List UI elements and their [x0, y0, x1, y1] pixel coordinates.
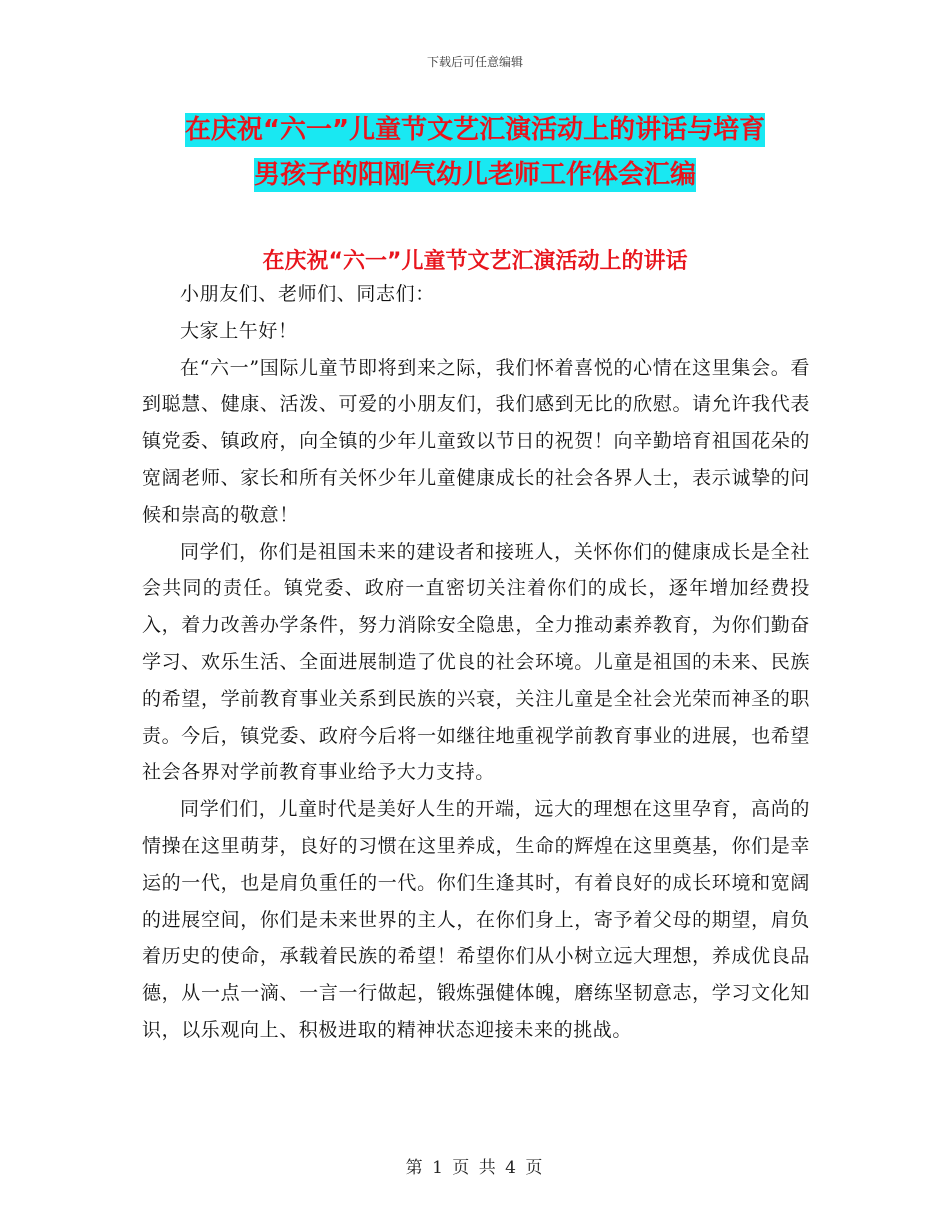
document-title-line-1	[0, 113, 950, 147]
section-title: 在庆祝“六一”儿童节文艺汇演活动上的讲话	[262, 249, 688, 274]
document-title-highlight: 在庆祝“六一”儿童节文艺汇演活动上的讲话与培育	[184, 115, 766, 145]
salutation-paragraph: 小朋友们、老师们、同志们：	[180, 283, 435, 305]
page-number-footer: 第 1 页 共 4 页	[405, 1158, 545, 1178]
body-paragraph: 在“六一”国际儿童节即将到来之际，我们怀着喜悦的心情在这里集会。看到聪慧、健康、活泼、可爱的小朋友们，我们感到无比的欣慰。请允许我代表镇党委、镇政府，向全镇的少年儿童致以节日的祝贺！向辛勤培育祖国花朵的宽阔老师、家长和所有关怀少年儿童健康成长的社会各界人士，表示诚挚的问候和崇高的敬意！	[142, 356, 810, 526]
body-paragraph: 同学们们，儿童时代是美好人生的开端，远大的理想在这里孕育，高尚的情操在这里萌芽，良好的习惯在这里养成，生命的辉煌在这里奠基，你们是幸运的一代，也是肩负重任的一代。你们生逢其时，有着良好的成长环境和宽阔的进展空间，你们是未来世界的主人，在你们身上，寄予着父母的期望，肩负着历史的使命，承载着民族的希望！希望你们从小树立远大理想，养成优良品德，从一点一滴、一言一行做起，锻炼强健体魄，磨练坚韧意志，学习文化知识，以乐观向上、积极进取的精神状态迎接未来的挑战。	[142, 798, 810, 1041]
document-title-highlight: 男孩子的阳刚气幼儿老师工作体会汇编	[253, 160, 696, 190]
body-paragraph: 同学们，你们是祖国未来的建设者和接班人，关怀你们的健康成长是全社会共同的责任。镇党委、政府一直密切关注着你们的成长，逐年增加经费投入，着力改善办学条件，努力消除安全隐患，全力推动素养教育，为你们勤奋学习、欢乐生活、全面进展制造了优良的社会环境。儿童是祖国的未来、民族的希望，学前教育事业关系到民族的兴衰，关注儿童是全社会光荣而神圣的职责。今后，镇党委、政府今后将一如继往地重视学前教育事业的进展，也希望社会各界对学前教育事业给予大力支持。	[142, 540, 810, 784]
document-body	[142, 276, 810, 1049]
document-title-line-2	[0, 158, 950, 192]
greeting-paragraph: 大家上午好！	[180, 319, 298, 342]
header-note: 下载后可任意编辑	[426, 55, 523, 69]
